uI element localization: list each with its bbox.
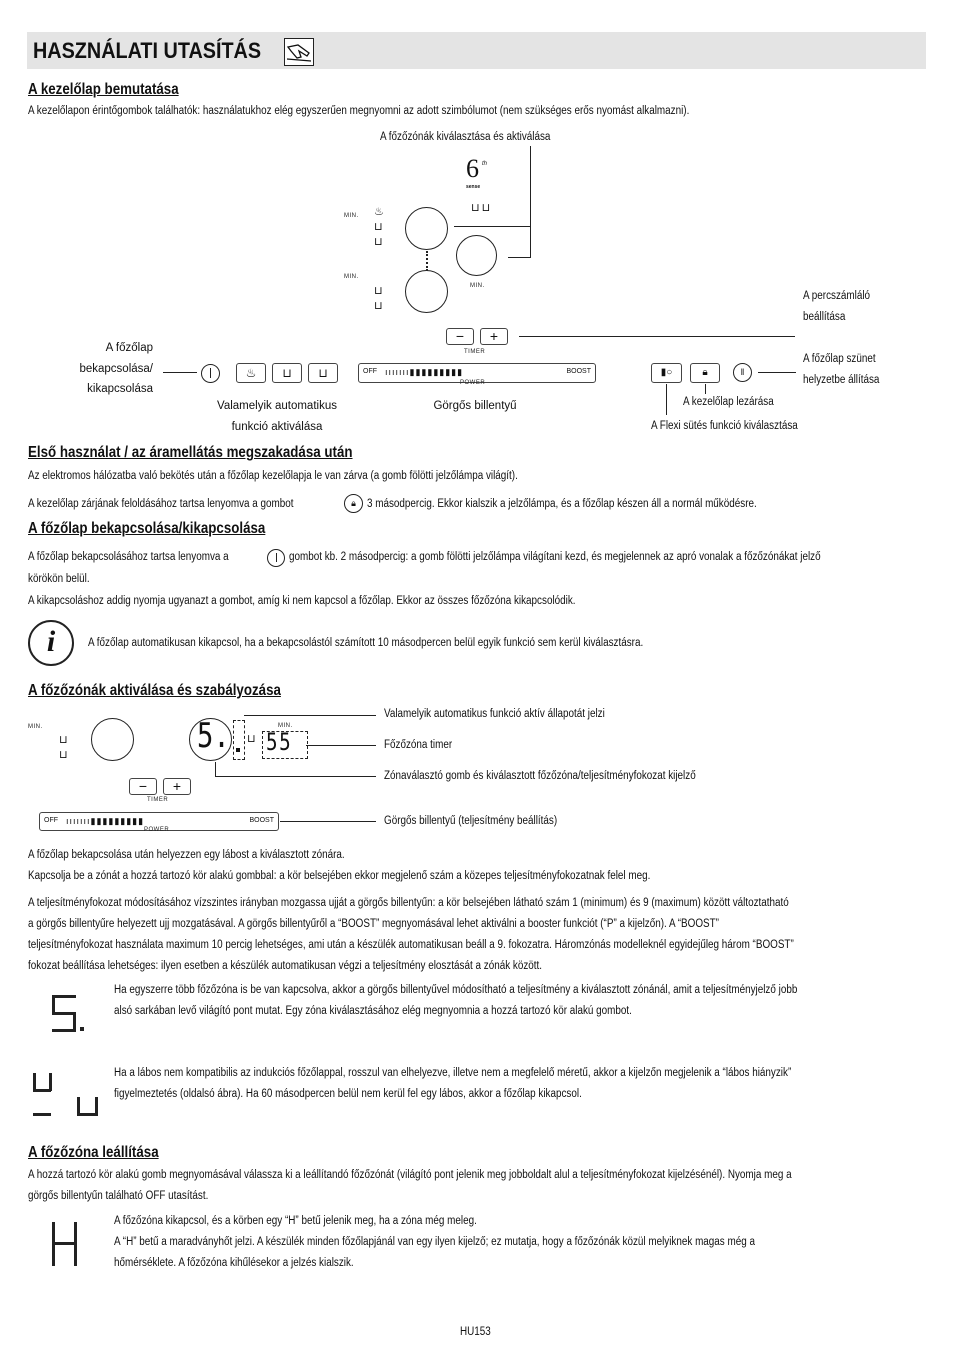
leader-line: [306, 745, 376, 746]
zone-button-right[interactable]: [456, 235, 497, 276]
min-label: MIN.: [278, 723, 293, 729]
auto-function-button-1[interactable]: ♨: [236, 363, 266, 383]
label-auto-active: Valamelyik automatikus funkció aktív állapotát jelzi: [384, 708, 605, 720]
pause-button[interactable]: ‖: [733, 363, 752, 382]
min-label: MIN.: [470, 283, 485, 289]
pot-icon: ⊔⊔: [471, 202, 493, 214]
label-slider: Görgős billentyű: [433, 400, 517, 412]
on-off-text-1c: körökön belül.: [28, 573, 90, 585]
power-slider[interactable]: OFF ııııııı▮▮▮▮▮▮▮▮▮ BOOST: [39, 812, 279, 831]
on-off-text-1a: A főzőlap bekapcsolásához tartsa lenyomva a: [28, 551, 229, 563]
power-label: POWER: [144, 827, 170, 833]
sixth-sense-logo: 6 th sense: [466, 154, 488, 190]
section-heading-first-use: Első használat / az áramellátás megszakadása után: [28, 444, 353, 461]
zone-timer-digits: 55: [266, 728, 293, 756]
residual-heat-h-icon: [52, 1222, 80, 1268]
label-slider-power: Görgős billentyű (teljesítmény beállítás): [384, 815, 558, 827]
label-timer: A percszámláló beállítása: [803, 290, 871, 323]
label-flexi: A Flexi sütés funkció kiválasztása: [651, 420, 798, 432]
pot-missing-icon: [33, 1073, 99, 1119]
pot-icon: ⊔: [247, 733, 256, 745]
power-button[interactable]: [201, 364, 220, 383]
section-heading-control-panel: A kezelőlap bemutatása: [28, 81, 179, 98]
stop-text-2: A főzőzóna kikapcsol, és a körben egy “H” betű jelenik meg, ha a zóna még meleg.: [114, 1215, 477, 1227]
timer-plus-button[interactable]: +: [163, 778, 191, 795]
section-heading-stop-zone: A főzőzóna leállítása: [28, 1144, 159, 1161]
label-zone-select-display: Zónaválasztó gomb és kiválasztott főzőzóna/teljesítményfokozat kijelző: [384, 770, 696, 782]
first-use-text-2b: 3 másodpercig. Ekkor kialszik a jelzőlámpa, és a főzőlap készen áll a normál működésre.: [367, 498, 757, 510]
first-use-text-2a: A kezelőlap zárjának feloldásához tartsa lenyomva a gombot: [28, 498, 294, 510]
on-off-text-1b: gombot kb. 2 másodpercig: a gomb fölötti jelzőlámpa világítani kezd, és megjelennek az apró vonalak a főzőzónákat jelző: [289, 551, 821, 563]
leader-line: [530, 146, 531, 258]
page-number: HU153: [460, 1326, 491, 1338]
auto-function-button-3[interactable]: ⊔: [308, 363, 338, 383]
timer-minus-button[interactable]: −: [129, 778, 157, 795]
info-icon: i: [28, 620, 74, 666]
label-auto-function: Valamelyik automatikus funkció aktiválása: [217, 400, 337, 433]
leader-line: [280, 821, 376, 822]
power-label: POWER: [460, 380, 486, 386]
leader-line: [244, 715, 376, 716]
section-heading-activation: A főzőzónák aktiválása és szabályozása: [28, 682, 281, 699]
min-label: MIN.: [344, 213, 359, 219]
activation-text-3: A teljesítményfokozat módosításához vízszintes irányban mozgassa ujját a görgős billentyűn: a kör belsejében látható szám 1 (minimum) és 9 (maximum) között változtatható a görgős billentyűre helyezett ujj mozgatásával. A görgős billentyűről a “BOOST” megnyomásával lehet aktiválni a booster funkciót (“P” a kijelzőn). A “BOOST” teljesítményfokozat használata maximum 10 percig lehetséges, ami után a készülék automatikusan beáll a 9. fokozatra. Háromzónás modelleknél egyidejűleg három “BOOST” fokozat beállítása lehetséges: ilyen esetben a készülék automatikusan végzi a teljesítmény elosztását a zónák között.: [28, 897, 794, 972]
leader-line: [163, 372, 197, 373]
label-pause: A főzőlap szünet helyzetbe állítása: [803, 353, 880, 386]
zone-button-rear-left[interactable]: [405, 270, 448, 313]
label-zone-select: A főzőzónák kiválasztása és aktiválása: [380, 131, 551, 143]
stop-text-1: A hozzá tartozó kör alakú gomb megnyomásával válassza ki a leállítandó főzőzónát (világító pont jelenik meg jobboldalt alul a teljesítményfokozat kijelzésénél). Nyomja meg a görgős billentyűn található OFF utasítást.: [28, 1169, 792, 1202]
label-lock: A kezelőlap lezárása: [683, 396, 774, 408]
activation-text-4: Ha egyszerre több főzőzóna is be van kapcsolva, akkor a görgős billentyűvel módosítható a teljesítmény a kiválasztott zónánál, amit a teljesítményjelző jobb alsó sarkában levő világító pont mutat. Egy zóna kiválasztásához elég megnyomnia a hozzá tartozó kör alakú gombot.: [114, 984, 798, 1017]
pot-icon: ⊔ ⊔: [374, 285, 383, 312]
info-text: A főzőlap automatikusan kikapcsol, ha a bekapcsolástól számított 10 másodpercen belül egyik funkció sem kerül kiválasztásra.: [88, 637, 644, 649]
label-onoff: A főzőlap bekapcsolása/ kikapcsolása: [79, 342, 153, 395]
slider-ticks: ııııııı▮▮▮▮▮▮▮▮▮: [66, 816, 145, 826]
section-heading-on-off: A főzőlap bekapcsolása/kikapcsolása: [28, 520, 266, 537]
timer-label: TIMER: [147, 797, 169, 803]
page-title: HASZNÁLATI UTASÍTÁS: [33, 38, 262, 63]
timer-label: TIMER: [464, 349, 486, 355]
activation-diagram: [0, 700, 954, 840]
auto-indicator-dot: [236, 748, 240, 752]
flexi-dots: [426, 251, 430, 271]
label-zone-timer: Főzőzóna timer: [384, 739, 453, 751]
min-label: MIN.: [344, 274, 359, 280]
leader-line: [454, 226, 530, 227]
timer-plus-button[interactable]: +: [480, 328, 508, 345]
stop-text-3: A “H” betű a maradványhőt jelzi. A készülék minden főzőlapjánál van egy ilyen kijelző; ez mutatja, hogy a főzőzónák közül melyiknek magas még a hőmérséklete. A főzőzóna kihűlésekor a jelzés kialszik.: [114, 1236, 755, 1269]
leader-line: [215, 776, 376, 777]
segment-digit-5-icon: [50, 995, 86, 1035]
slider-ticks: ııııııı▮▮▮▮▮▮▮▮▮: [385, 367, 464, 377]
leader-line: [215, 762, 216, 776]
zone-button-off[interactable]: [91, 718, 134, 761]
power-icon: [267, 549, 285, 567]
pot-icon: ⊔ ⊔: [59, 734, 68, 761]
zone-button-front-left[interactable]: [405, 207, 448, 250]
leader-line: [666, 384, 667, 415]
auto-function-icon: ♨ ⊔ ⊔: [374, 206, 384, 248]
on-off-text-2: A kikapcsoláshoz addig nyomja ugyanazt a gombot, amíg ki nem kapcsol a főzőlap. Ekkor az összes főzőzóna kikapcsolódik.: [28, 595, 576, 607]
zone-power-digit: 5.: [197, 716, 230, 756]
flexi-button[interactable]: ▮○: [651, 363, 682, 383]
activation-text-5: Ha a lábos nem kompatibilis az indukciós főzőlappal, rosszul van elhelyezve, illetve nem a megfelelő méretű, akkor a kijelzőn megjelenik a “lábos hiányzik” figyelmeztetés (oldalsó ábra). Ha 60 másodpercen belül nem kerül fel egy lábos, akkor a főzőlap kikapcsol.: [114, 1067, 792, 1100]
activation-text-2: Kapcsolja be a zónát a hozzá tartozó kör alakú gombbal: a kör belsejében ekkor megjelenő szám a közepes teljesítményfokozatnak felel meg.: [28, 870, 651, 882]
auto-indicator-box: [233, 720, 245, 760]
lock-icon: 🔒︎: [344, 494, 363, 513]
auto-function-button-2[interactable]: ⊔: [272, 363, 302, 383]
leader-line: [519, 336, 795, 337]
leader-line: [508, 257, 530, 258]
leader-line: [758, 372, 796, 373]
timer-minus-button[interactable]: −: [446, 328, 474, 345]
panel-diagram: [0, 0, 954, 440]
activation-text-1: A főzőlap bekapcsolása után helyezzen egy lábost a kiválasztott zónára.: [28, 849, 345, 861]
intro-text: A kezelőlapon érintőgombok találhatók: használatukhoz elég egyszerűen megnyomni az adott szimbólumot (nem szükséges erős nyomást alkalmazni).: [28, 105, 690, 117]
lock-button[interactable]: 🔒︎: [690, 363, 720, 383]
first-use-text-1: Az elektromos hálózatba való bekötés után a főzőlap kezelőlapja le van zárva (a gomb fölötti jelzőlámpa világít).: [28, 470, 518, 482]
min-label: MIN.: [28, 724, 43, 730]
power-slider[interactable]: OFF ııııııı▮▮▮▮▮▮▮▮▮ BOOST: [358, 363, 596, 383]
